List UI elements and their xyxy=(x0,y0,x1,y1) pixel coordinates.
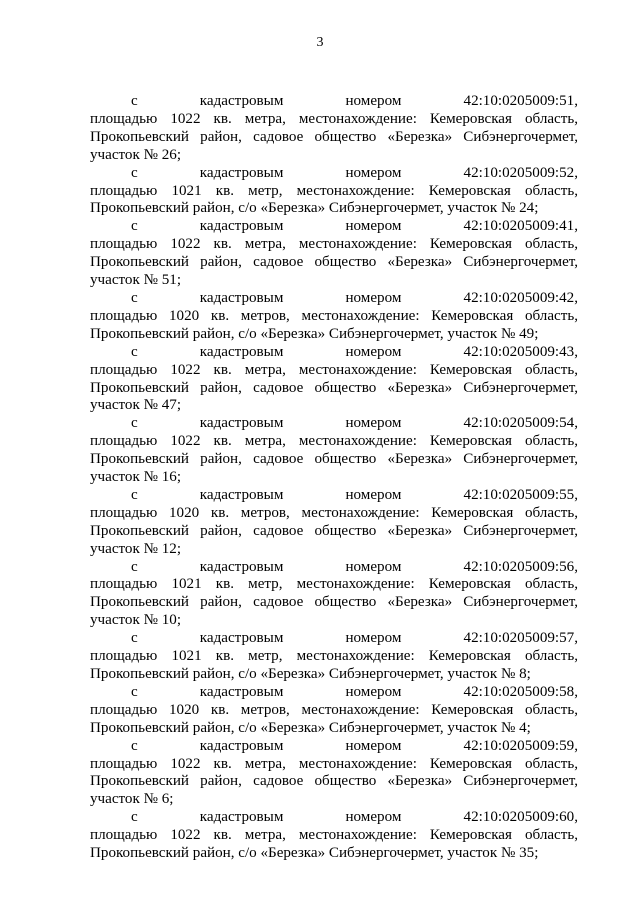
entry-first-line xyxy=(90,487,578,505)
land-plot-entry xyxy=(90,738,578,810)
cadastral-number: 42:10:0205009:58, xyxy=(463,683,578,700)
entry-word-number: номером xyxy=(345,218,402,235)
entry-word-number: номером xyxy=(345,164,402,181)
entry-word-number: номером xyxy=(345,558,402,575)
land-plot-entry xyxy=(90,809,578,863)
entry-word-s: с xyxy=(131,164,138,181)
entry-description: площадью 1021 кв. метр, местонахождение: Кемеровская область, Прокопьевский район, садовое общество «Березка» Сибэнергочермет, участок № 10; xyxy=(90,576,578,629)
entry-word-s: с xyxy=(131,415,138,432)
entry-first-line xyxy=(90,559,578,577)
entry-word-s: с xyxy=(131,289,138,306)
cadastral-number: 42:10:0205009:52, xyxy=(463,164,578,181)
entry-word-cadastral: кадастровым xyxy=(199,93,284,109)
cadastral-number: 42:10:0205009:56, xyxy=(463,558,578,575)
entry-word-cadastral: кадастровым xyxy=(199,630,284,647)
entry-description: площадью 1022 кв. метра, местонахождение: Кемеровская область, Прокопьевский район, садовое общество «Березка» Сибэнергочермет, участок № 47; xyxy=(90,361,578,414)
cadastral-number: 42:10:0205009:42, xyxy=(463,289,578,306)
land-plot-entry xyxy=(90,559,578,631)
entry-description: площадью 1021 кв. метр, местонахождение: Кемеровская область, Прокопьевский район, с/о «Березка» Сибэнергочермет, участок № 8; xyxy=(90,648,578,682)
entry-word-s: с xyxy=(131,809,138,826)
cadastral-number: 42:10:0205009:60, xyxy=(463,809,578,826)
entry-first-line xyxy=(90,344,578,362)
entry-word-cadastral: кадастровым xyxy=(199,289,284,306)
cadastral-number: 42:10:0205009:59, xyxy=(463,737,578,754)
entry-description: площадью 1020 кв. метров, местонахождение: Кемеровская область, Прокопьевский район, с/о «Березка» Сибэнергочермет, участок № 4; xyxy=(90,701,578,736)
entry-first-line xyxy=(90,809,578,827)
entry-word-s: с xyxy=(131,343,138,360)
entry-first-line xyxy=(90,93,578,111)
entry-word-cadastral: кадастровым xyxy=(199,809,284,826)
entry-description: площадью 1021 кв. метр, местонахождение: Кемеровская область, Прокопьевский район, с/о «Березка» Сибэнергочермет, участок № 24; xyxy=(90,182,578,217)
entry-word-number: номером xyxy=(345,809,402,826)
entry-description: площадью 1022 кв. метра, местонахождение: Кемеровская область, Прокопьевский район, садовое общество «Березка» Сибэнергочермет, участок № 6; xyxy=(90,755,578,808)
cadastral-number: 42:10:0205009:55, xyxy=(463,486,578,503)
entry-word-s: с xyxy=(131,630,138,647)
entry-word-number: номером xyxy=(345,343,402,360)
entry-first-line xyxy=(90,218,578,236)
cadastral-number: 42:10:0205009:43, xyxy=(463,343,578,360)
entry-first-line xyxy=(90,290,578,308)
cadastral-number: 42:10:0205009:54, xyxy=(463,415,578,432)
entry-description: площадью 1020 кв. метров, местонахождение: Кемеровская область, Прокопьевский район, с/о «Березка» Сибэнергочермет, участок № 49; xyxy=(90,307,578,342)
entry-description: площадью 1020 кв. метров, местонахождение: Кемеровская область, Прокопьевский район, садовое общество «Березка» Сибэнергочермет, участок № 12; xyxy=(90,504,578,557)
entry-first-line xyxy=(90,738,578,756)
entry-word-s: с xyxy=(131,683,138,700)
entry-word-s: с xyxy=(131,558,138,575)
entry-word-cadastral: кадастровым xyxy=(199,218,284,235)
land-plot-entry xyxy=(90,344,578,416)
entry-word-cadastral: кадастровым xyxy=(199,415,284,432)
cadastral-number: 42:10:0205009:51, xyxy=(463,93,578,109)
entry-word-cadastral: кадастровым xyxy=(199,737,284,754)
land-plot-entry xyxy=(90,93,578,165)
entry-word-number: номером xyxy=(345,415,402,432)
entry-word-s: с xyxy=(131,218,138,235)
land-plot-entry xyxy=(90,630,578,684)
document-body xyxy=(90,93,578,863)
entry-word-number: номером xyxy=(345,93,402,109)
land-plot-entry xyxy=(90,415,578,487)
land-plot-entry xyxy=(90,165,578,219)
entry-first-line xyxy=(90,415,578,433)
entry-first-line xyxy=(90,630,578,648)
entry-word-cadastral: кадастровым xyxy=(199,683,284,700)
entry-word-number: номером xyxy=(345,630,402,647)
entry-first-line xyxy=(90,684,578,702)
entry-word-cadastral: кадастровым xyxy=(199,164,284,181)
land-plot-entry xyxy=(90,684,578,738)
entry-word-number: номером xyxy=(345,289,402,306)
entry-word-number: номером xyxy=(345,683,402,700)
cadastral-number: 42:10:0205009:57, xyxy=(463,630,578,647)
entry-first-line xyxy=(90,165,578,183)
entry-description: площадью 1022 кв. метра, местонахождение: Кемеровская область, Прокопьевский район, садовое общество «Березка» Сибэнергочермет, участок № 16; xyxy=(90,433,578,486)
entry-description: площадью 1022 кв. метра, местонахождение: Кемеровская область, Прокопьевский район, садовое общество «Березка» Сибэнергочермет, участок № 51; xyxy=(90,236,578,289)
entry-word-number: номером xyxy=(345,486,402,503)
page-number: 3 xyxy=(316,35,324,50)
entry-word-s: с xyxy=(131,737,138,754)
entry-word-cadastral: кадастровым xyxy=(199,343,284,360)
entry-word-number: номером xyxy=(345,737,402,754)
land-plot-entry xyxy=(90,218,578,290)
land-plot-entry xyxy=(90,290,578,344)
entry-word-cadastral: кадастровым xyxy=(199,558,284,575)
land-plot-entry xyxy=(90,487,578,559)
entry-word-s: с xyxy=(131,486,138,503)
entry-description: площадью 1022 кв. метра, местонахождение: Кемеровская область, Прокопьевский район, с/о «Березка» Сибэнергочермет, участок № 35; xyxy=(90,827,578,862)
entry-word-cadastral: кадастровым xyxy=(199,486,284,503)
entry-word-s: с xyxy=(131,93,138,109)
cadastral-number: 42:10:0205009:41, xyxy=(463,218,578,235)
entry-description: площадью 1022 кв. метра, местонахождение: Кемеровская область, Прокопьевский район, садовое общество «Березка» Сибэнергочермет, участок № 26; xyxy=(90,110,578,163)
